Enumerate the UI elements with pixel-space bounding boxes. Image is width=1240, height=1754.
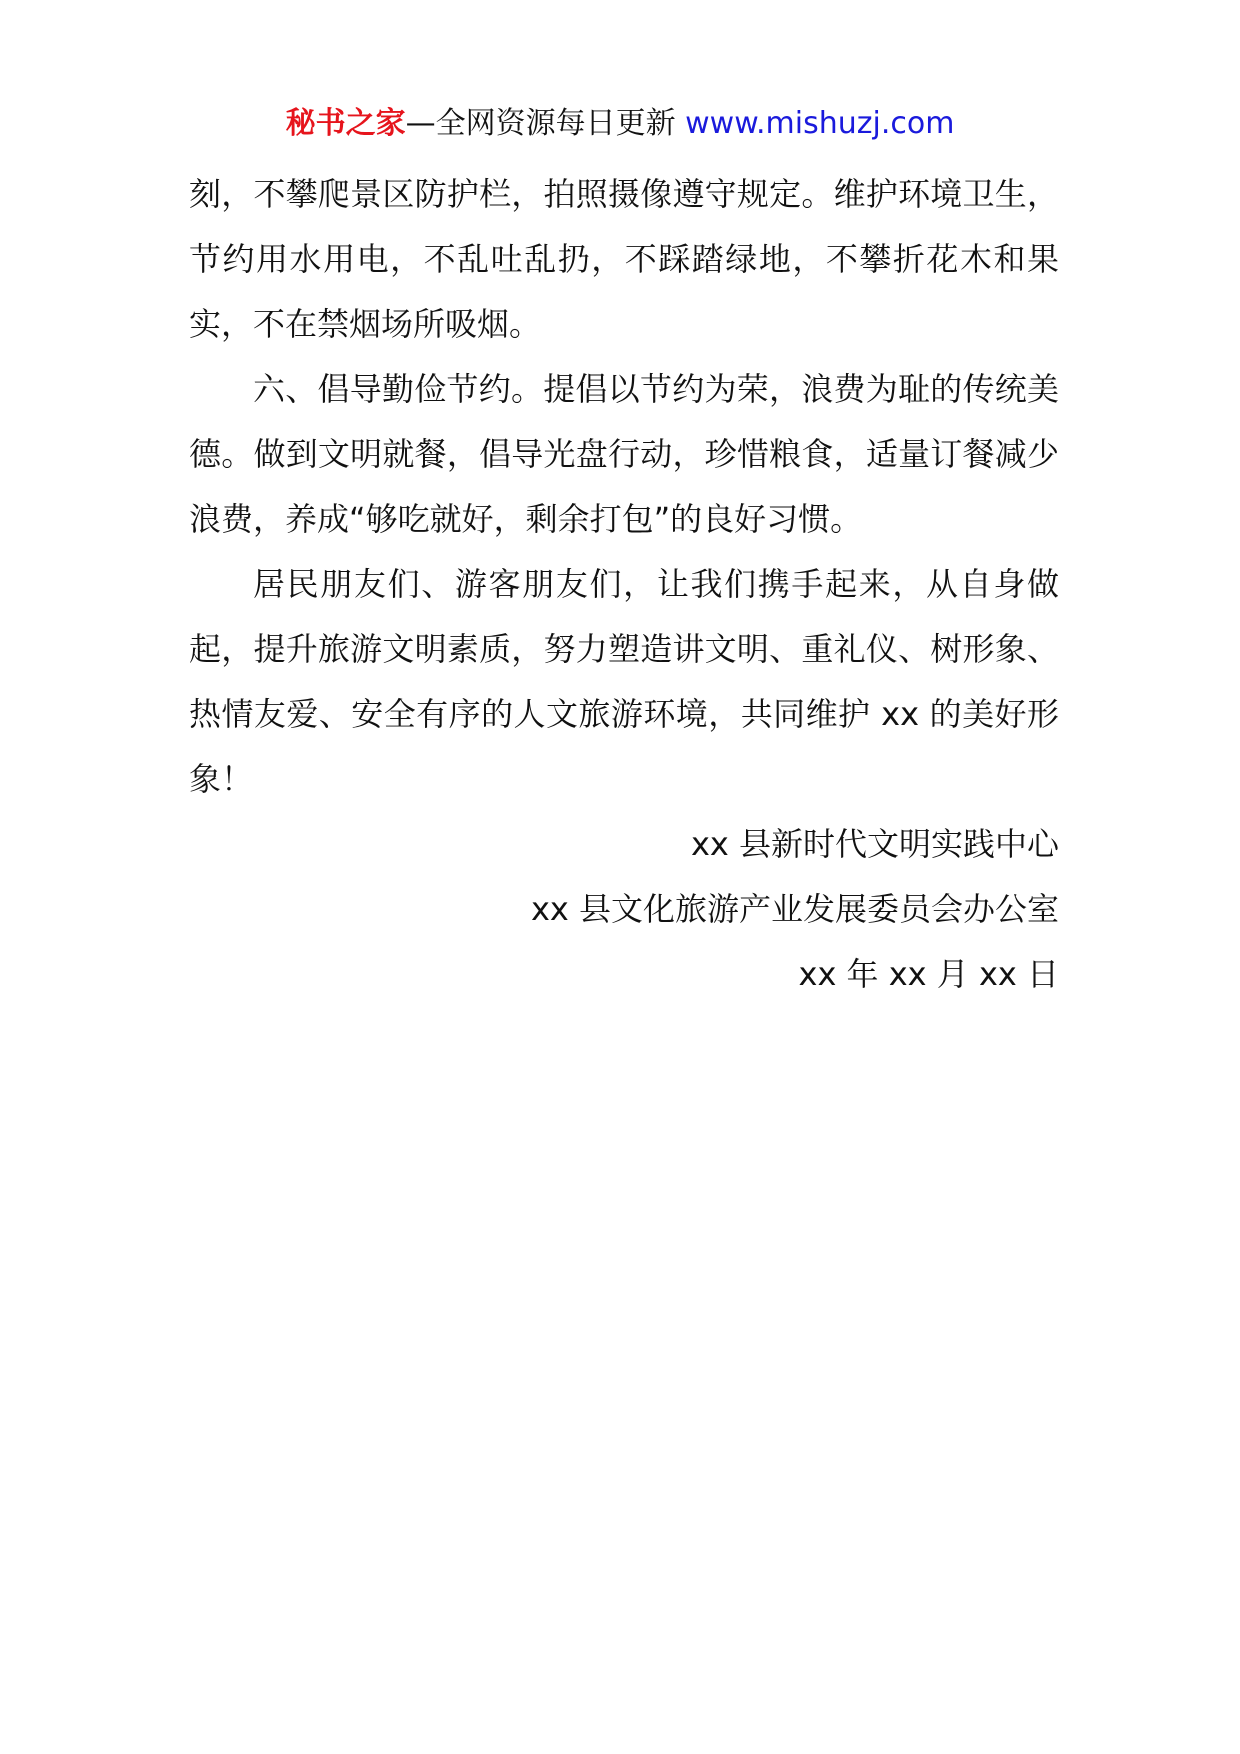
document-body xyxy=(189,162,1059,1007)
paragraph-continuation: 刻，不攀爬景区防护栏，拍照摄像遵守规定。维护环境卫生，节约用水用电，不乱吐乱扔，不踩踏绿地，不攀折花木和果实，不在禁烟场所吸烟。 xyxy=(189,175,1059,343)
paragraph-thrift: 六、倡导勤俭节约。提倡以节约为荣，浪费为耻的传统美德。做到文明就餐，倡导光盘行动，珍惜粮食，适量订餐减少浪费，养成“够吃就好，剩余打包”的良好习惯。 xyxy=(189,370,1059,538)
signature-org-civilization-center: xx 县新时代文明实践中心 xyxy=(690,825,1059,863)
site-url-link[interactable]: www.mishuzj.com xyxy=(685,106,955,141)
paragraph-appeal: 居民朋友们、游客朋友们，让我们携手起来，从自身做起，提升旅游文明素质，努力塑造讲文明、重礼仪、树形象、热情友爱、安全有序的人文旅游环境，共同维护 xx 的美好形象！ xyxy=(189,565,1059,798)
signature-date: xx 年 xx 月 xx 日 xyxy=(798,955,1059,993)
signature-org-tourism-office: xx 县文化旅游产业发展委员会办公室 xyxy=(530,890,1059,928)
brand-name: 秘书之家 xyxy=(285,106,406,141)
header-tagline: —全网资源每日更新 xyxy=(405,106,676,141)
page-header xyxy=(0,102,1240,146)
